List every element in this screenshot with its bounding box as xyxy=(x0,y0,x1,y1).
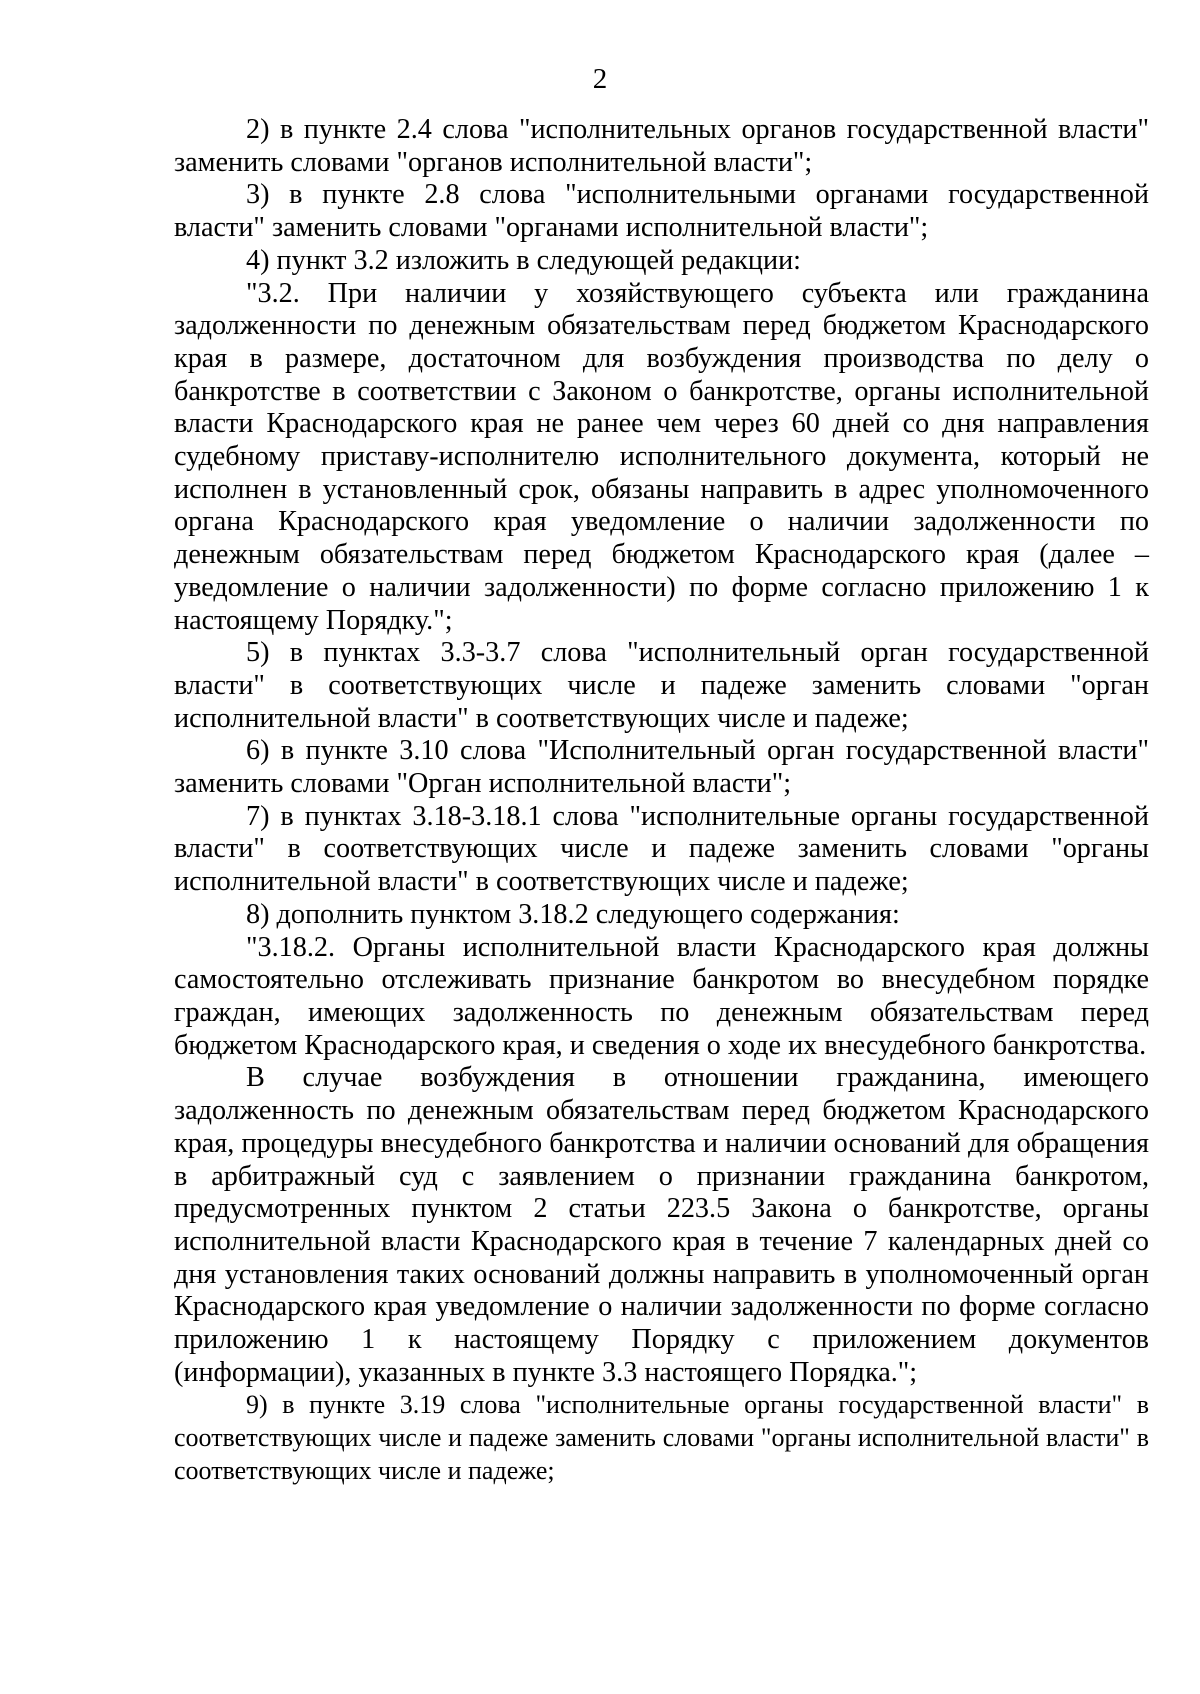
amendment-item-4: 4) пункт 3.2 изложить в следующей редакции: xyxy=(246,244,801,276)
page-number: 2 xyxy=(592,63,608,95)
amendment-item-5: 5) в пунктах 3.3-3.7 слова "исполнительный орган государственной власти" в соответствующих числе и падеже заменить словами "орган исполнительной власти" в соответствующих числе и падеже; xyxy=(174,637,1149,734)
clause-3-18-2-second-paragraph: В случае возбуждения в отношении гражданина, имеющего задолженность по денежным обязательствам перед бюджетом Краснодарского края, процедуры внесудебного банкротства и наличии оснований для обращения в арбитражный суд с заявлением о признании гражданина банкротом, предусмотренных пунктом 2 статьи 223.5 Закона о банкротстве, органы исполнительной власти Краснодарского края в течение 7 календарных дней со дня установления таких оснований должны направить в уполномоченный орган Краснодарского края уведомление о наличии задолженности по форме согласно приложению 1 к настоящему Порядку с приложением документов (информации), указанных в пункте 3.3 настоящего Порядка."; xyxy=(174,1062,1149,1388)
amendment-item-6: 6) в пункте 3.10 слова "Исполнительный орган государственной власти" заменить словами "Орган исполнительной власти"; xyxy=(174,735,1149,800)
amendment-item-2: 2) в пункте 2.4 слова "исполнительных органов государственной власти" заменить словами "органов исполнительной власти"; xyxy=(174,114,1149,178)
clause-3-18-2-text: "3.18.2. Органы исполнительной власти Краснодарского края должны самостоятельно отслеживать признание банкротом во внесудебном порядке граждан, имеющих задолженность по денежным обязательствам перед бюджетом Краснодарского края, и сведения о ходе их внесудебного банкротства. xyxy=(174,931,1149,1061)
clause-3-2-text: "3.2. При наличии у хозяйствующего субъекта или гражданина задолженности по денежным обязательствам перед бюджетом Краснодарского края в размере, достаточном для возбуждения производства по делу о банкротстве в соответствии с Законом о банкротстве, органы исполнительной власти Краснодарского края не ранее чем через 60 дней со дня направления судебному приставу-исполнителю исполнительного документа, который не исполнен в установленный срок, обязаны направить в адрес уполномоченного органа Краснодарского края уведомление о наличии задолженности по денежным обязательствам перед бюджетом Краснодарского края (далее – уведомление о наличии задолженности) по форме согласно приложению 1 к настоящему Порядку."; xyxy=(174,277,1149,636)
amendment-item-3: 3) в пункте 2.8 слова "исполнительными органами государственной власти" заменить словами "органами исполнительной власти"; xyxy=(174,179,1149,244)
document-body xyxy=(174,114,1149,1488)
amendment-item-8: 8) дополнить пунктом 3.18.2 следующего содержания: xyxy=(246,898,900,930)
amendment-item-7: 7) в пунктах 3.18-3.18.1 слова "исполнительные органы государственной власти" в соответствующих числе и падеже заменить словами "органы исполнительной власти" в соответствующих числе и падеже; xyxy=(174,800,1149,898)
amendment-item-9: 9) в пункте 3.19 слова "исполнительные органы государственной власти" в соответствующих числе и падеже заменить словами "органы исполнительной власти" в соответствующих числе и падеже; xyxy=(174,1390,1149,1485)
